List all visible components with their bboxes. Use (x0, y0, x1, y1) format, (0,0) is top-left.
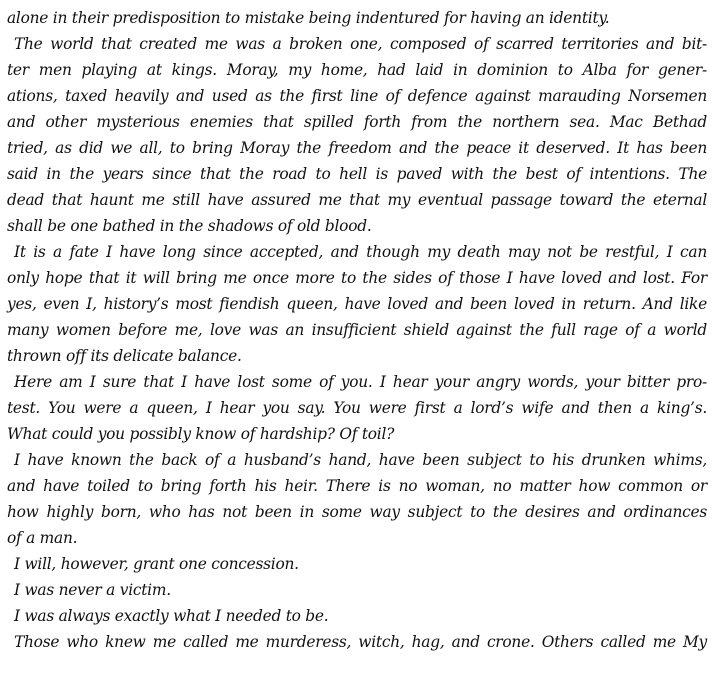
text-line: Those who knew me called me murderess, witch, hag, and crone. Others called me My (14, 633, 707, 651)
text-line: how highly born, who has not been in some way subject to the desires and ordinances (7, 503, 707, 521)
text-line: ations, taxed heavily and used as the first line of defence against marauding Norsemen (7, 87, 707, 105)
text-line: The world that created me was a broken one, composed of scarred territories and bit- (14, 35, 707, 53)
text-line: It is a fate I have long since accepted, and though my death may not be restful, I can (14, 243, 707, 261)
text-line: What could you possibly know of hardship? Of toil? (7, 425, 395, 443)
text-line: only hope that it will bring me once more to the sides of those I have loved and lost. For (7, 269, 707, 287)
text-line: I will, however, grant one concession. (14, 555, 299, 573)
text-line: tried, as did we all, to bring Moray the freedom and the peace it deserved. It has been (7, 139, 707, 157)
text-line: of a man. (7, 529, 78, 547)
text-line: shall be one bathed in the shadows of old blood. (7, 217, 372, 235)
text-line: alone in their predisposition to mistake being indentured for having an identity. (7, 9, 610, 27)
text-line: thrown off its delicate balance. (7, 347, 242, 365)
text-line: many women before me, love was an insufficient shield against the full rage of a world (7, 321, 707, 339)
text-line: said in the years since that the road to hell is paved with the best of intentions. The (7, 165, 707, 183)
text-line: and other mysterious enemies that spilled forth from the northern sea. Mac Bethad (7, 113, 707, 131)
text-line: I was always exactly what I needed to be. (14, 607, 329, 625)
text-line: ter men playing at kings. Moray, my home, had laid in dominion to Alba for gener- (7, 61, 707, 79)
text-line: and have toiled to bring forth his heir. There is no woman, no matter how common or (7, 477, 707, 495)
book-page-text (7, 5, 707, 655)
text-line: yes, even I, history’s most fiendish queen, have loved and been loved in return. And like (7, 295, 707, 313)
text-line: test. You were a queen, I hear you say. You were first a lord’s wife and then a king’s. (7, 399, 707, 417)
text-line: dead that haunt me still have assured me that my eventual passage toward the eternal (7, 191, 707, 209)
text-line: I have known the back of a husband’s hand, have been subject to his drunken whims, (14, 451, 707, 469)
text-line: Here am I sure that I have lost some of you. I hear your angry words, your bitter pro- (14, 373, 707, 391)
text-line: I was never a victim. (14, 581, 171, 599)
